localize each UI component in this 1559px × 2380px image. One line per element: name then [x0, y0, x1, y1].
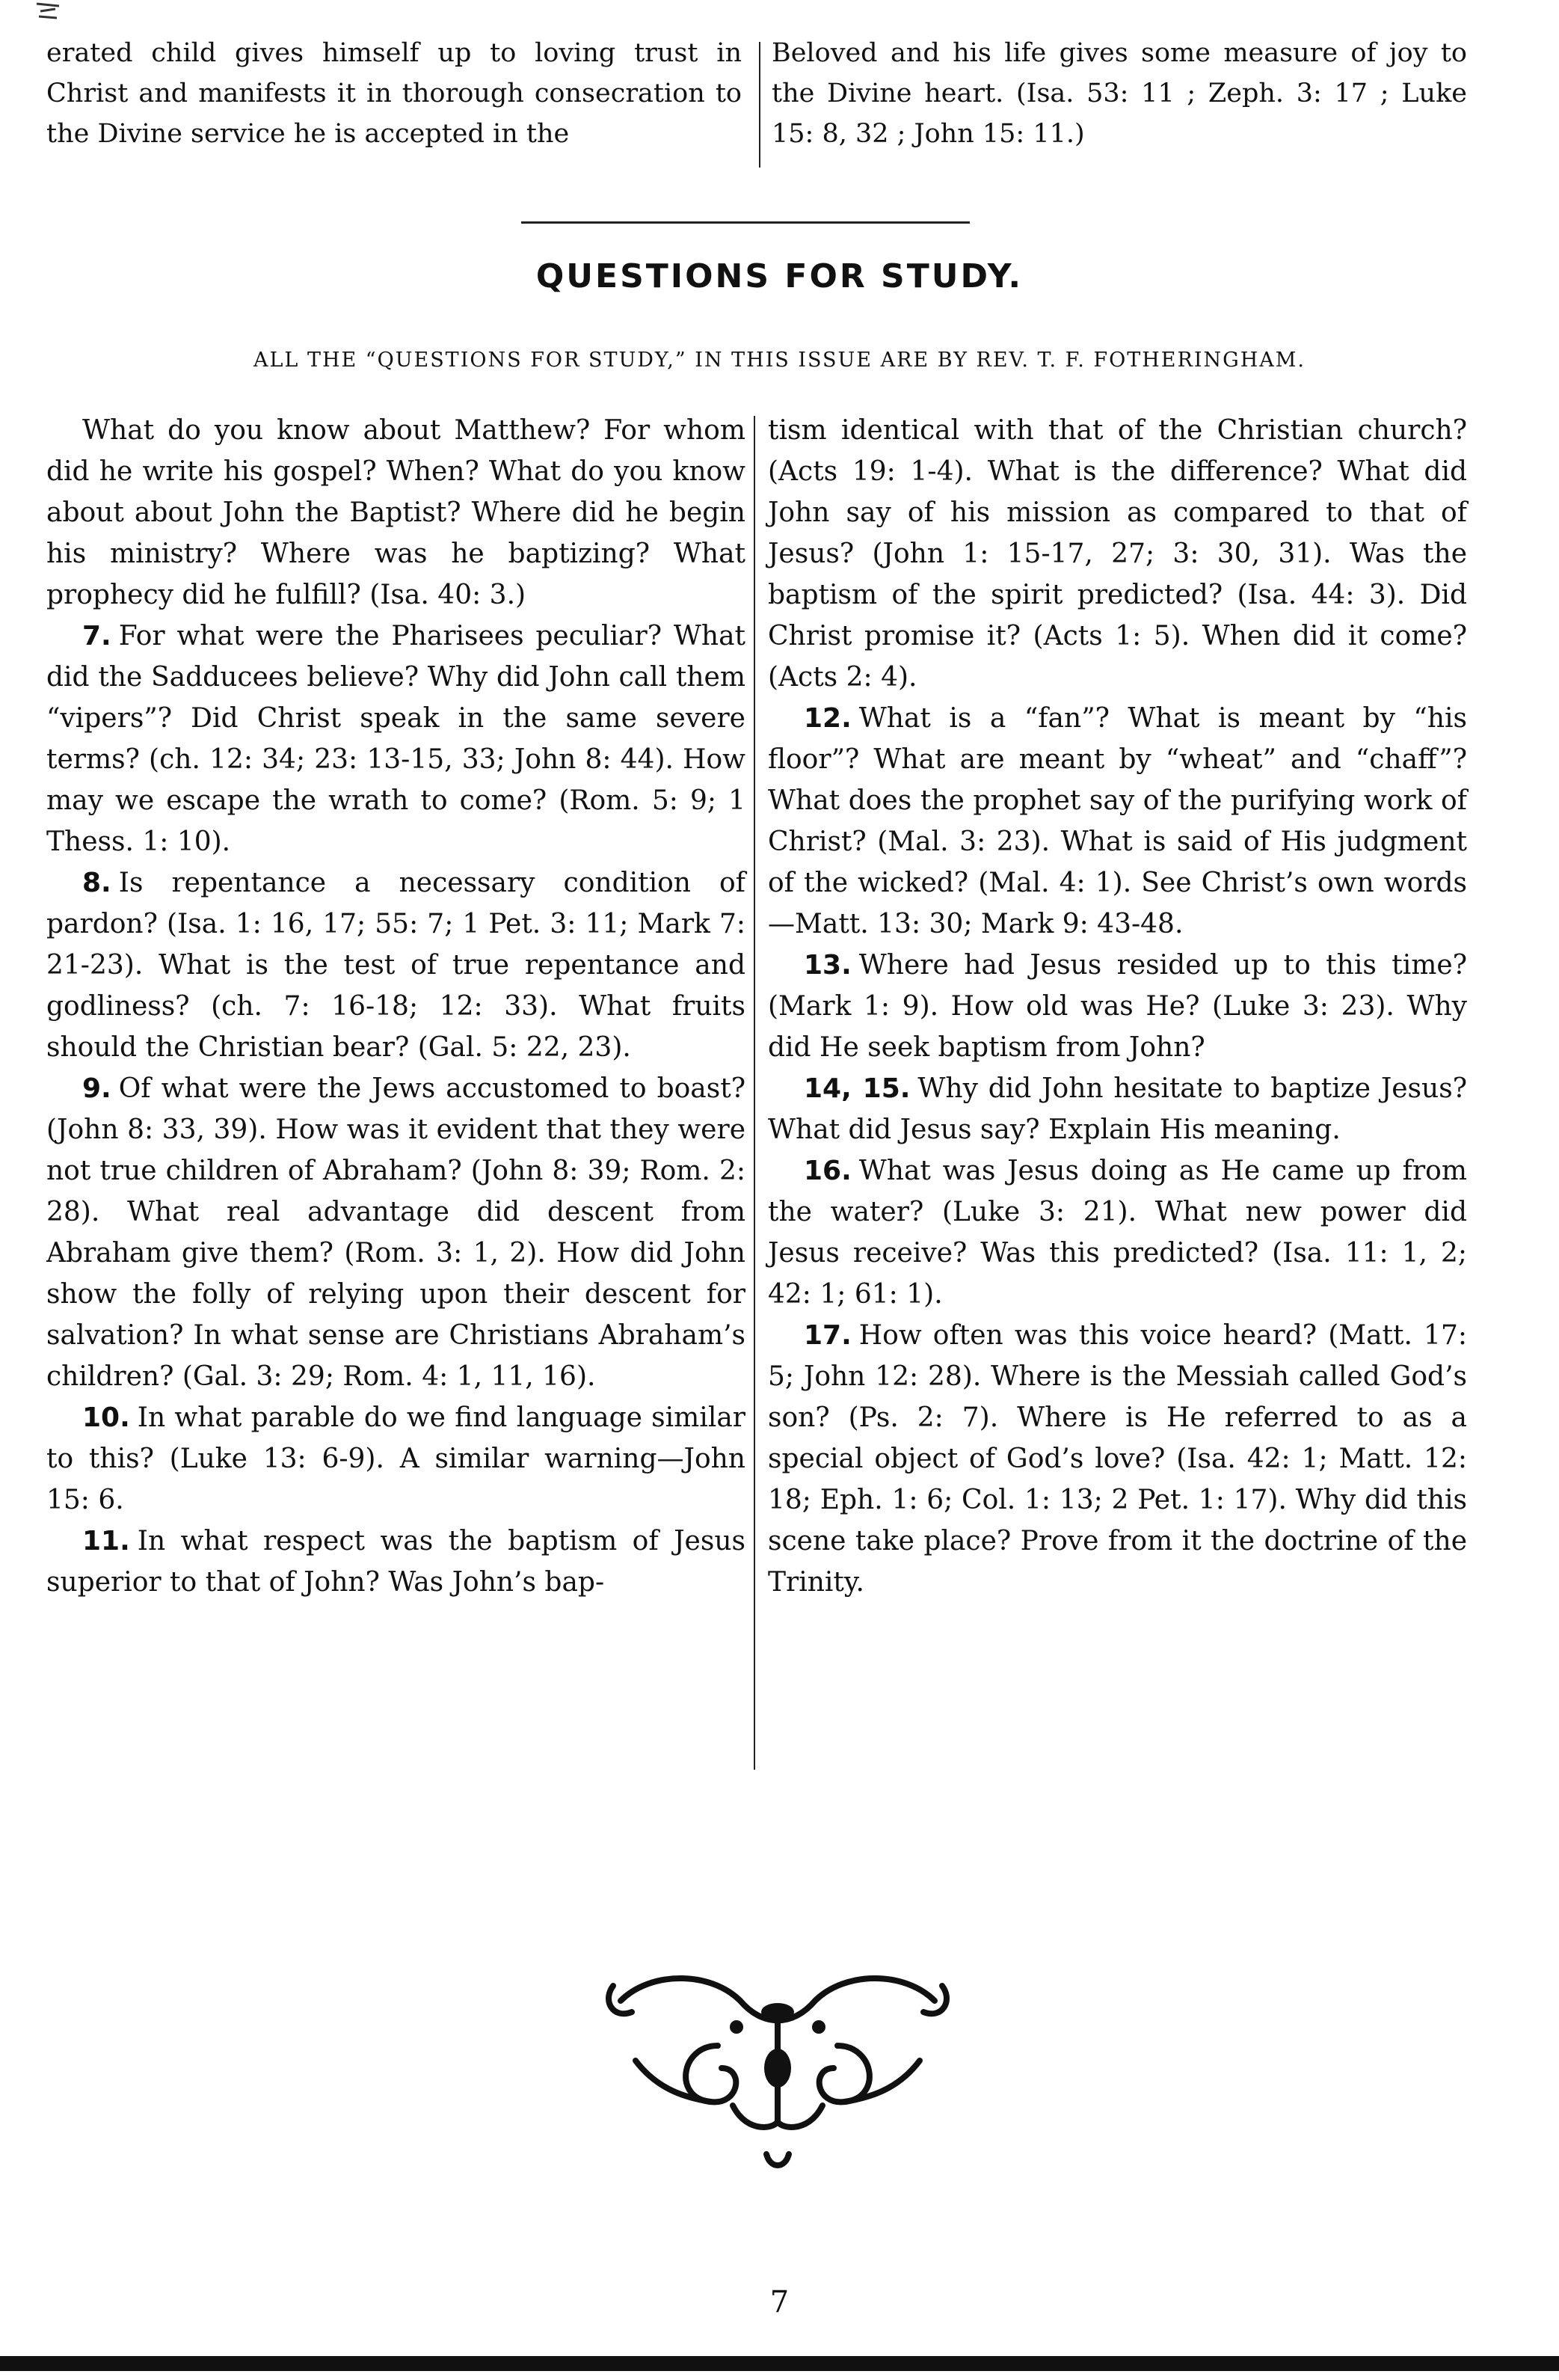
question-13-text: Where had Jesus resided up to this time? (Mark 1: 9). How old was He? (Luke 3: 23). Why did He seek baptism from John? — [768, 950, 1467, 1063]
section-divider — [521, 221, 970, 224]
question-9-text: Of what were the Jews accustomed to boast? (John 8: 33, 39). How was it evident that they were not true children of Abraham? (John 8: 39; Rom. 2: 28). What real advantage did descent from Abraham give them? (Rom. 3: 1, 2). How did John show the folly of relying upon their descent for salvation? In what sense are Christians Abraham’s children? (Gal. 3: 29; Rom. 4: 1, 11, 16). — [46, 1073, 745, 1392]
question-12-text: What is a “fan”? What is meant by “his floor”? What are meant by “wheat” and “chaff”? What does the prophet say of the purifying work of Christ? (Mal. 3: 23). What is said of His judgment of the wicked? (Mal. 4: 1). See Christ’s own words—Matt. 13: 30; Mark 9: 43-48. — [768, 703, 1467, 939]
question-11-continued-text: tism identical with that of the Christian church? (Acts 19: 1-4). What is the difference? What did John say of his mission as compared to that of Jesus? (John 1: 15-17, 27; 3: 30, 31). Was the baptism of the spirit predicted? (Isa. 44: 3). Did Christ promise it? (Acts 1: 5). When did it come? (Acts 2: 4). — [768, 415, 1467, 693]
scroll-ornament-icon — [591, 1956, 965, 2180]
question-17-number: 17. — [804, 1320, 852, 1351]
top-column-divider — [759, 42, 760, 168]
question-12-number: 12. — [804, 703, 852, 734]
question-9-number: 9. — [82, 1073, 111, 1104]
question-intro — [46, 410, 745, 616]
questions-right-column — [768, 410, 1467, 1603]
scan-artifact-mark — [33, 0, 63, 22]
question-8-number: 8. — [82, 868, 111, 898]
questions-body — [46, 410, 1467, 1603]
question-8-text: Is repentance a necessary condition of pardon? (Isa. 1: 16, 17; 55: 7; 1 Pet. 3: 11; Mark 7: 21-23). What is the test of true repentance and godliness? (ch. 7: 16-18; 12: 33). What fruits should the Christian bear? (Gal. 5: 22, 23). — [46, 868, 745, 1063]
section-byline: ALL THE “QUESTIONS FOR STUDY,” IN THIS ISSUE ARE BY REV. T. F. FOTHERINGHAM. — [253, 349, 1306, 372]
question-16-text: What was Jesus doing as He came up from the water? (Luke 3: 21). What new power did Jesus receive? Was this predicted? (Isa. 11: 1, 2; 42: 1; 61: 1). — [768, 1156, 1467, 1310]
question-intro-text: What do you know about Matthew? For whom did he write his gospel? When? What do you know about about John the Baptist? Where did he begin his ministry? Where was he baptizing? What prophecy did he fulfill? (Isa. 40: 3.) — [46, 415, 745, 610]
question-11-continued — [768, 410, 1467, 698]
question-10-text: In what parable do we find language similar to this? (Luke 13: 6-9). A similar warning—John 15: 6. — [46, 1402, 745, 1515]
question-17 — [768, 1315, 1467, 1603]
question-9 — [46, 1068, 745, 1397]
page-number: 7 — [769, 2285, 790, 2319]
question-7-text: For what were the Pharisees peculiar? What did the Sadducees believe? Why did John call them “vipers”? Did Christ speak in the same severe terms? (ch. 12: 34; 23: 13-15, 33; John 8: 44). How may we escape the wrath to come? (Rom. 5: 9; 1 Thess. 1: 10). — [46, 621, 745, 857]
question-14-15 — [768, 1068, 1467, 1150]
question-11-number: 11. — [82, 1526, 130, 1556]
top-right-text: Beloved and his life gives some measure of joy to the Divine heart. (Isa. 53: 11 ; Zeph. 3: 17 ; Luke 15: 8, 32 ; John 15: 11.) — [772, 38, 1467, 149]
question-11-text: In what respect was the baptism of Jesus superior to that of John? Was John’s bap- — [46, 1526, 745, 1598]
question-11 — [46, 1521, 745, 1603]
top-right-column — [772, 33, 1467, 154]
body-column-divider — [754, 416, 755, 1770]
question-13-number: 13. — [804, 950, 852, 981]
section-title: QUESTIONS FOR STUDY. — [535, 257, 1024, 295]
questions-left-column — [46, 410, 745, 1603]
question-10 — [46, 1397, 745, 1521]
question-7-number: 7. — [82, 621, 111, 651]
question-14-15-number: 14, 15. — [804, 1073, 911, 1104]
top-left-column — [46, 33, 742, 154]
question-10-number: 10. — [82, 1402, 130, 1433]
top-left-text: erated child gives himself up to loving trust in Christ and manifests it in thorough consecration to the Divine service he is accepted in the — [46, 38, 742, 149]
question-14-15-text: Why did John hesitate to baptize Jesus? What did Jesus say? Explain His meaning. — [768, 1073, 1467, 1145]
question-16 — [768, 1150, 1467, 1315]
question-8 — [46, 862, 745, 1068]
question-7 — [46, 616, 745, 862]
question-12 — [768, 698, 1467, 945]
question-17-text: How often was this voice heard? (Matt. 17: 5; John 12: 28). Where is the Messiah called God’s son? (Ps. 2: 7). Where is He referred to as a special object of God’s love? (Isa. 42: 1; Matt. 12: 18; Eph. 1: 6; Col. 1: 13; 2 Pet. 1: 17). Why did this scene take place? Prove from it the doctrine of the Trinity. — [768, 1320, 1467, 1598]
question-13 — [768, 945, 1467, 1068]
scan-bottom-edge — [0, 2356, 1559, 2371]
question-16-number: 16. — [804, 1156, 852, 1186]
top-continuation — [46, 33, 1467, 154]
